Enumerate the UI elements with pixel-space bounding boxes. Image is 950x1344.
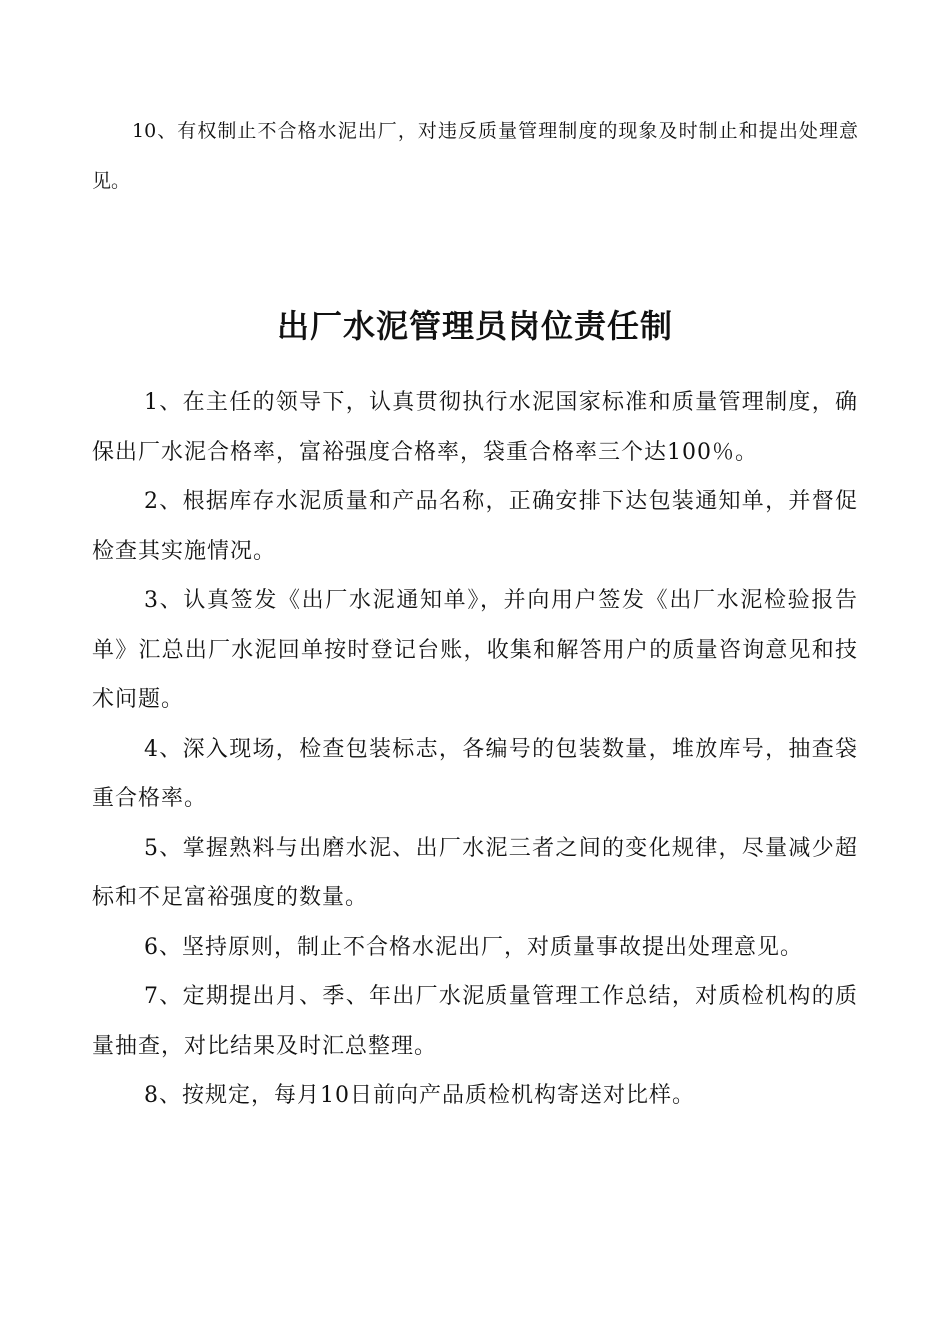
list-item: 8、按规定，每月10日前向产品质检机构寄送对比样。 [144, 1083, 695, 1108]
page-title: 出厂水泥管理员岗位责任制 [276, 307, 673, 345]
list-item: 5、掌握熟料与出磨水泥、出厂水泥三者之间的变化规律，尽量减少超标和不足富裕强度的数量。 [92, 835, 858, 910]
list-item: 7、定期提出月、季、年出厂水泥质量管理工作总结，对质检机构的质量抽查，对比结果及时汇总整理。 [92, 984, 858, 1059]
list-item: 3、认真签发《出厂水泥通知单》，并向用户签发《出厂水泥检验报告单》汇总出厂水泥回单按时登记台账，收集和解答用户的质量咨询意见和技术问题。 [92, 588, 858, 712]
list-item: 1、在主任的领导下，认真贯彻执行水泥国家标准和质量管理制度，确保出厂水泥合格率，富裕强度合格率，袋重合格率三个达100％。 [92, 390, 858, 465]
list-item: 4、深入现场，检查包装标志，各编号的包装数量，堆放库号，抽查袋重合格率。 [92, 736, 858, 811]
responsibility-list [92, 378, 858, 1121]
list-item: 2、根据库存水泥质量和产品名称，正确安排下达包装通知单，并督促检查其实施情况。 [92, 489, 858, 564]
list-item: 6、坚持原则，制止不合格水泥出厂，对质量事故提出处理意见。 [144, 934, 803, 960]
carryover-paragraph: 10、有权制止不合格水泥出厂，对违反质量管理制度的现象及时制止和提出处理意见。 [92, 120, 858, 192]
